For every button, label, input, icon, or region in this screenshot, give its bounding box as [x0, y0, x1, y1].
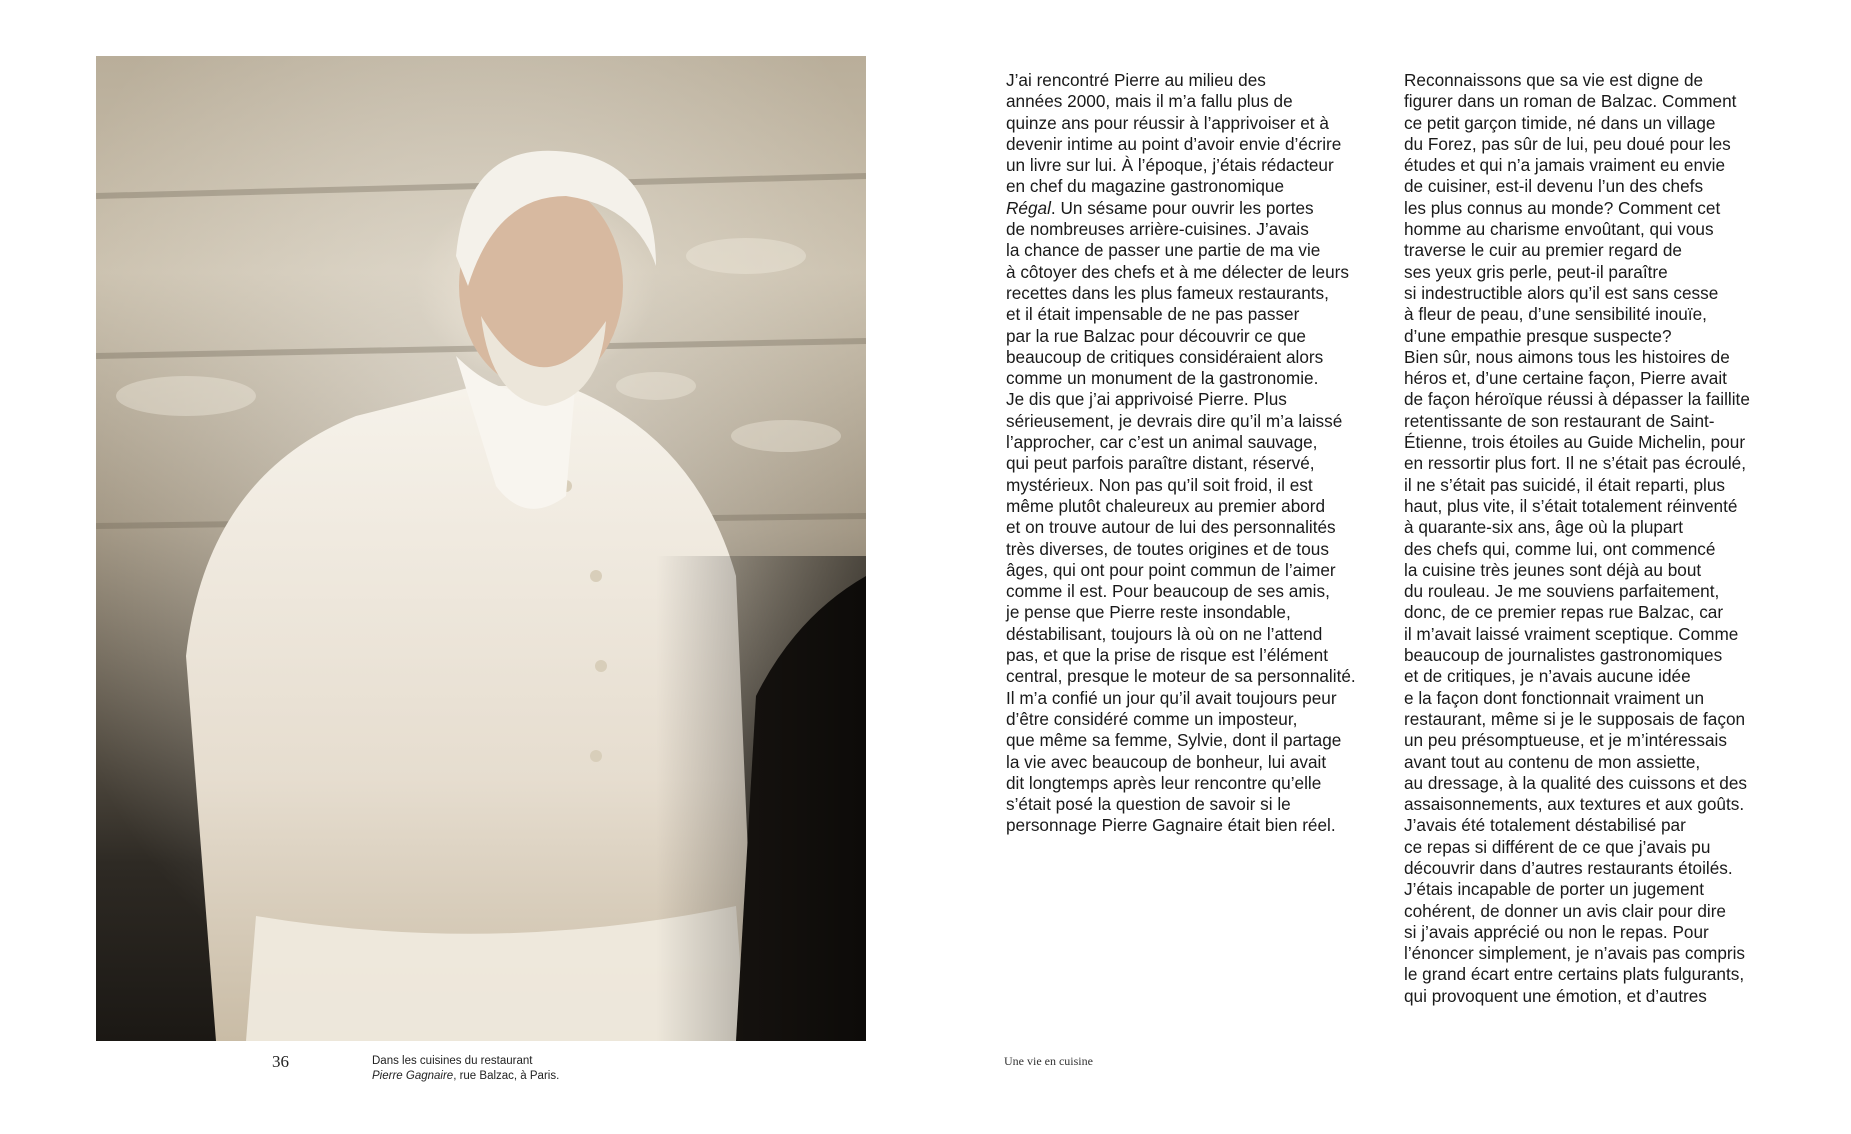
text-line: J’avais été totalement déstabilisé par — [1404, 815, 1686, 836]
text-line: figurer dans un roman de Balzac. Comment — [1404, 91, 1737, 112]
text-line: qui provoquent une émotion, et d’autres — [1404, 985, 1707, 1006]
text-line: Bien sûr, nous aimons tous les histoires de — [1404, 346, 1730, 367]
text-line: il ne s’était pas suicidé, il était reparti, plus — [1404, 474, 1725, 495]
text-line: si j’avais apprécié ou non le repas. Pour — [1404, 921, 1709, 942]
text-line: recettes dans les plus fameux restaurants, — [1006, 282, 1329, 303]
text-line: du Forez, pas sûr de lui, peu doué pour les — [1404, 133, 1731, 154]
text-line: restaurant, même si je le supposais de façon — [1404, 708, 1746, 729]
text-line: beaucoup de critiques considéraient alors — [1006, 346, 1324, 367]
text-line: déstabilisant, toujours là où on ne l’attend — [1006, 623, 1323, 644]
text-line: qui peut parfois paraître distant, réservé, — [1006, 453, 1315, 474]
magazine-title: Régal — [1006, 197, 1051, 218]
running-head: Une vie en cuisine — [1004, 1054, 1093, 1068]
text-line: traverse le cuir au premier regard de — [1404, 240, 1682, 261]
text-line: par la rue Balzac pour découvrir ce que — [1006, 325, 1306, 346]
text-line: le grand écart entre certains plats fulgurants, — [1404, 964, 1745, 985]
text-line: âges, qui ont pour point commun de l’aimer — [1006, 559, 1336, 580]
text-line: de cuisiner, est-il devenu l’un des chefs — [1404, 176, 1704, 197]
text-line: et il était impensable de ne pas passer — [1006, 304, 1300, 325]
page-number: 36 — [272, 1052, 289, 1071]
text-line: au dressage, à la qualité des cuissons et des — [1404, 772, 1748, 793]
text-line: devenir intime au point d’avoir envie d’écrire — [1006, 133, 1342, 154]
text-line: cohérent, de donner un avis clair pour dire — [1404, 900, 1726, 921]
text-line: années 2000, mais il m’a fallu plus de — [1006, 91, 1293, 112]
text-line: ses yeux gris perle, peut-il paraître — [1404, 261, 1668, 282]
text-line: J’étais incapable de porter un jugement — [1404, 879, 1705, 900]
text-line: découvrir dans d’autres restaurants étoilés. — [1404, 857, 1733, 878]
text-line: Il m’a confié un jour qu’il avait toujours peur — [1006, 687, 1337, 708]
caption-line-2 — [372, 1069, 559, 1084]
text-line: comme il est. Pour beaucoup de ses amis, — [1006, 581, 1330, 602]
text-line: Je dis que j’ai apprivoisé Pierre. Plus — [1006, 389, 1287, 410]
text-line: avant tout au contenu de mon assiette, — [1404, 751, 1701, 772]
text-line: héros et, d’une certaine façon, Pierre avait — [1404, 368, 1727, 389]
text-line: même plutôt chaleureux au premier abord — [1006, 495, 1326, 516]
text-line: très diverses, de toutes origines et de tous — [1006, 538, 1329, 559]
text-line: central, presque le moteur de sa personnalité. — [1006, 666, 1356, 687]
text-line: si indestructible alors qu’il est sans cesse — [1404, 282, 1719, 303]
text-line: s’était posé la question de savoir si le — [1006, 794, 1291, 815]
text-line: ce petit garçon timide, né dans un village — [1404, 112, 1716, 133]
text-line: J’ai rencontré Pierre au milieu des — [1006, 70, 1266, 90]
text-line: je pense que Pierre reste insondable, — [1006, 602, 1291, 623]
text-line: un livre sur lui. À l’époque, j’étais rédacteur — [1006, 155, 1334, 176]
text-line: mystérieux. Non pas qu’il soit froid, il est — [1006, 474, 1313, 495]
text-line: assaisonnements, aux textures et aux goûts. — [1404, 794, 1745, 815]
text-line: retentissante de son restaurant de Saint- — [1404, 410, 1715, 431]
text-column-1 — [1006, 70, 1356, 837]
text-line: ce repas si différent de ce que j’avais pu — [1404, 836, 1711, 857]
text-line: donc, de ce premier repas rue Balzac, car — [1404, 602, 1724, 623]
text-line-rest: . Un sésame pour ouvrir les portes — [1050, 197, 1314, 218]
text-line: il m’avait laissé vraiment sceptique. Comme — [1404, 623, 1739, 644]
text-line: que même sa femme, Sylvie, dont il partage — [1006, 730, 1342, 751]
text-line: l’énoncer simplement, je n’avais pas compris — [1404, 943, 1746, 964]
caption-restaurant-name: Pierre Gagnaire — [372, 1070, 454, 1082]
text-line: d’être considéré comme un imposteur, — [1006, 708, 1298, 729]
text-line: comme un monument de la gastronomie. — [1006, 368, 1319, 389]
text-line: des chefs qui, comme lui, ont commencé — [1404, 538, 1716, 559]
text-line: d’une empathie presque suspecte? — [1404, 325, 1672, 346]
text-line: Étienne, trois étoiles au Guide Michelin, pour — [1404, 432, 1746, 453]
text-line: un peu présomptueuse, et je m’intéressais — [1404, 730, 1727, 751]
text-line: quinze ans pour réussir à l’apprivoiser et à — [1006, 112, 1329, 133]
caption-line-1: Dans les cuisines du restaurant — [372, 1055, 533, 1067]
text-line: beaucoup de journalistes gastronomiques — [1404, 645, 1723, 666]
text-line: e la façon dont fonctionnait vraiment un — [1404, 687, 1705, 708]
text-line: sérieusement, je devrais dire qu’il m’a laissé — [1006, 410, 1343, 431]
text-line: pas, et que la prise de risque est l’élément — [1006, 645, 1328, 666]
text-line: homme au charisme envoûtant, qui vous — [1404, 219, 1714, 240]
chef-portrait-photo — [96, 56, 866, 1041]
text-line: en ressortir plus fort. Il ne s’était pas écroulé, — [1404, 453, 1746, 474]
text-line: et de critiques, je n’avais aucune idée — [1404, 666, 1691, 687]
text-line: à quarante-six ans, âge où la plupart — [1404, 517, 1684, 538]
text-line: en chef du magazine gastronomique — [1006, 176, 1285, 197]
text-line: l’approcher, car c’est un animal sauvage, — [1006, 432, 1318, 453]
text-line: personnage Pierre Gagnaire était bien réel. — [1006, 815, 1336, 836]
text-line: de façon héroïque réussi à dépasser la faillite — [1404, 389, 1750, 410]
text-line: du rouleau. Je me souviens parfaitement, — [1404, 581, 1720, 602]
text-line: la vie avec beaucoup de bonheur, lui avait — [1006, 751, 1327, 772]
text-line — [1006, 198, 1356, 219]
text-line: à fleur de peau, d’une sensibilité inouïe, — [1404, 304, 1707, 325]
photo-illustration — [96, 56, 866, 1041]
text-line: Reconnaissons que sa vie est digne de — [1404, 70, 1704, 90]
caption-location: , rue Balzac, à Paris. — [453, 1070, 560, 1082]
text-line: la cuisine très jeunes sont déjà au bout — [1404, 559, 1702, 580]
text-column-2 — [1404, 70, 1750, 1007]
photo-caption — [372, 1054, 559, 1084]
text-line: la chance de passer une partie de ma vie — [1006, 240, 1321, 261]
text-line: études et qui n’a jamais vraiment eu envie — [1404, 155, 1726, 176]
text-line: les plus connus au monde? Comment cet — [1404, 197, 1721, 218]
text-line: et on trouve autour de lui des personnalités — [1006, 517, 1336, 538]
text-line: haut, plus vite, il s’était totalement réinventé — [1404, 495, 1738, 516]
text-line: à côtoyer des chefs et à me délecter de leurs — [1006, 261, 1349, 282]
text-line: dit longtemps après leur rencontre qu’elle — [1006, 772, 1322, 793]
text-line: de nombreuses arrière-cuisines. J’avais — [1006, 219, 1309, 240]
